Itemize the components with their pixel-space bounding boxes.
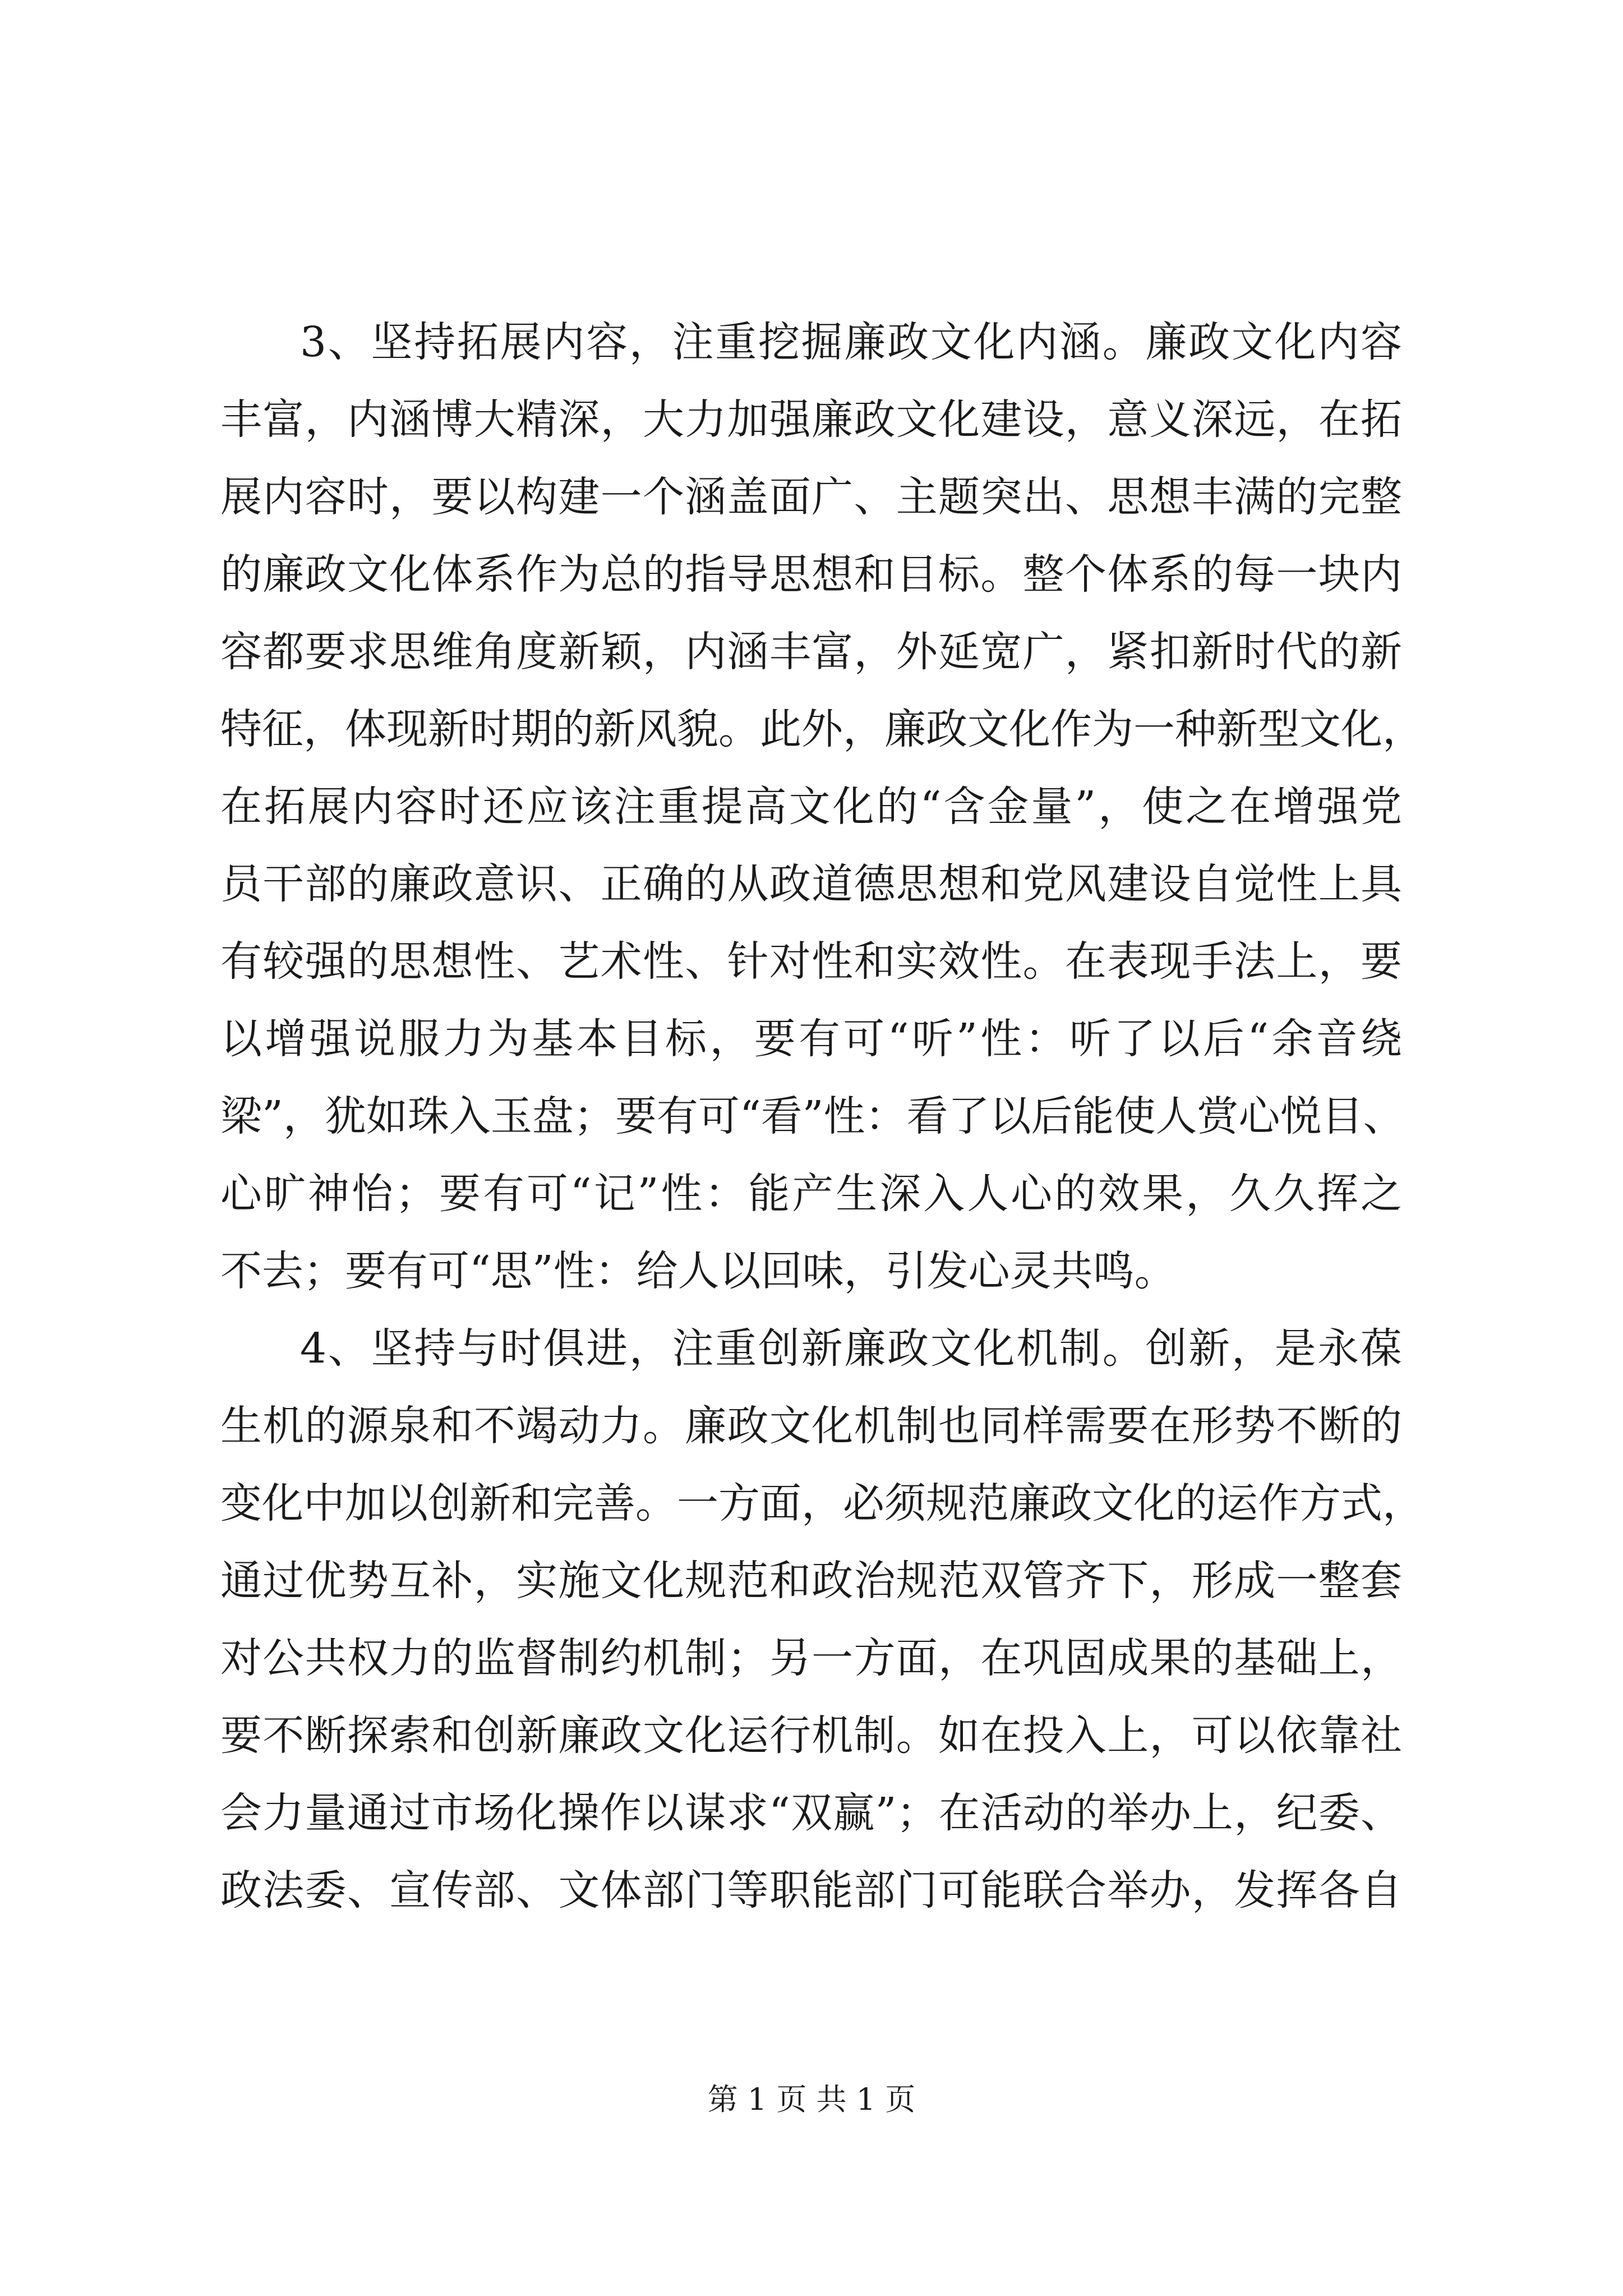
paragraph-3-line-13: 不去；要有可“思”性：给人以回味，引发心灵共鸣。: [220, 1247, 1176, 1295]
paragraph-3-line-6: 特征，体现新时期的新风貌。此外，廉政文化作为一种新型文化，: [220, 705, 1424, 753]
paragraph-4-line-1: 4、坚持与时俱进，注重创新廉政文化机制。创新，是永葆: [300, 1324, 1402, 1373]
paragraph-4-line-5: 对公共权力的监督制约机制；另一方面，在巩固成果的基础上，: [220, 1634, 1402, 1682]
paragraph-3-line-4: 的廉政文化体系作为总的指导思想和目标。整个体系的每一块内: [220, 550, 1402, 599]
paragraph-3-line-5: 容都要求思维角度新颖，内涵丰富，外延宽广，紧扣新时代的新: [220, 628, 1402, 676]
paragraph-3-line-1: 3、坚持拓展内容，注重挖掘廉政文化内涵。廉政文化内容: [300, 318, 1402, 366]
paragraph-3-line-10: 以增强说服力为基本目标，要有可“听”性：听了以后“余音绕: [220, 1015, 1402, 1063]
paragraph-4-line-6: 要不断探索和创新廉政文化运行机制。如在投入上，可以依靠社: [220, 1711, 1402, 1760]
paragraph-4-line-3: 变化中加以创新和完善。一方面，必须规范廉政文化的运作方式，: [220, 1479, 1424, 1527]
paragraph-4-line-8: 政法委、宣传部、文体部门等职能部门可能联合举办，发挥各自: [220, 1866, 1402, 1915]
paragraph-4-line-7: 会力量通过市场化操作以谋求“双赢”；在活动的举办上，纪委、: [220, 1789, 1402, 1837]
page-footer: 第 1 页 共 1 页: [707, 2082, 916, 2117]
paragraph-4-line-4: 通过优势互补，实施文化规范和政治规范双管齐下，形成一整套: [220, 1557, 1402, 1605]
paragraph-3-line-12: 心旷神怡；要有可“记”性：能产生深入人心的效果，久久挥之: [220, 1170, 1402, 1218]
paragraph-3-line-3: 展内容时，要以构建一个涵盖面广、主题突出、思想丰满的完整: [220, 473, 1402, 521]
paragraph-4-line-2: 生机的源泉和不竭动力。廉政文化机制也同样需要在形势不断的: [220, 1402, 1402, 1450]
paragraph-3-line-9: 有较强的思想性、艺术性、针对性和实效性。在表现手法上，要: [220, 937, 1402, 986]
paragraph-3-line-8: 员干部的廉政意识、正确的从政道德思想和党风建设自觉性上具: [220, 860, 1402, 908]
paragraph-3-line-11: 梁”，犹如珠入玉盘；要有可“看”性：看了以后能使人赏心悦目、: [220, 1092, 1405, 1140]
paragraph-3-line-2: 丰富，内涵博大精深，大力加强廉政文化建设，意义深远，在拓: [220, 395, 1402, 444]
paragraph-3-line-7: 在拓展内容时还应该注重提高文化的“含金量”，使之在增强党: [220, 783, 1402, 831]
